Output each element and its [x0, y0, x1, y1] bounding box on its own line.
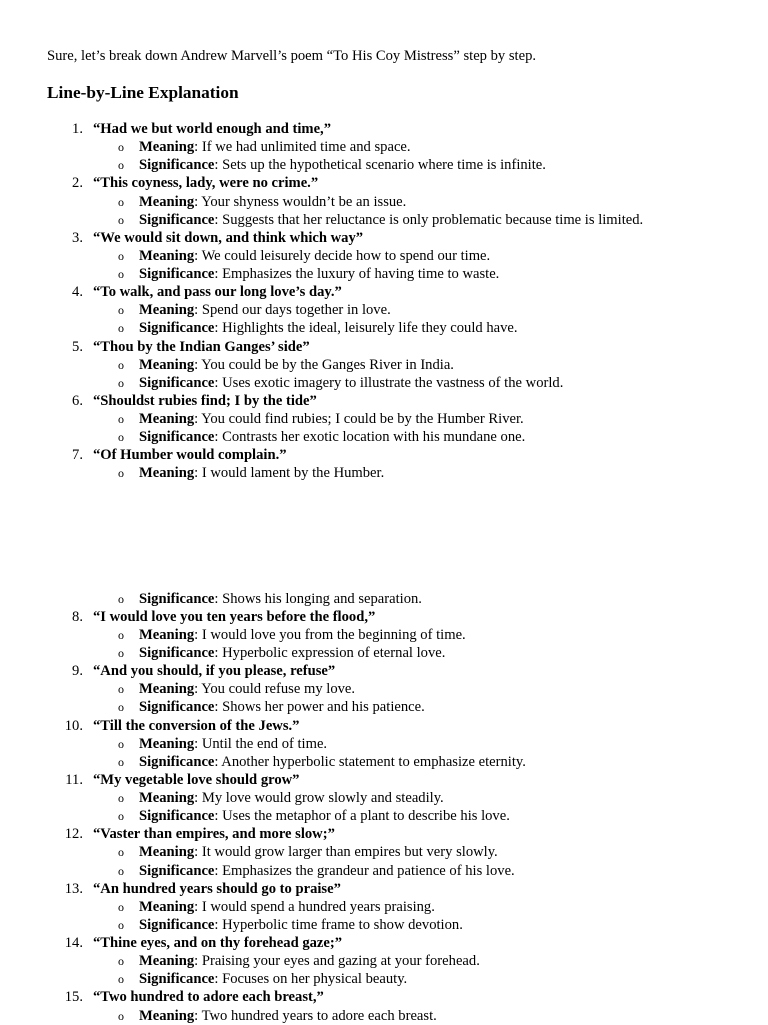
- poem-line-quote: “Had we but world enough and time,”: [93, 121, 331, 137]
- meaning-line: [139, 356, 454, 374]
- significance-label: Significance: [139, 320, 215, 336]
- significance-text: : Highlights the ideal, leisurely life they could have.: [214, 320, 518, 336]
- meaning-text: : Praising your eyes and gazing at your forehead.: [194, 953, 480, 969]
- meaning-label: Meaning: [139, 465, 195, 481]
- bullet-marker: o: [118, 140, 124, 154]
- list-item-number: 9.: [72, 663, 83, 679]
- significance-text: : Emphasizes the luxury of having time to waste.: [214, 266, 500, 282]
- bullet-marker: o: [118, 303, 124, 317]
- significance-label: Significance: [139, 863, 215, 879]
- list-item-number: 11.: [65, 772, 83, 788]
- bullet-marker: o: [118, 628, 124, 642]
- bullet-marker: o: [118, 918, 124, 932]
- significance-label: Significance: [139, 266, 215, 282]
- meaning-label: Meaning: [139, 790, 195, 806]
- meaning-line: [139, 410, 524, 428]
- significance-text: : Shows his longing and separation.: [214, 591, 422, 607]
- significance-text: : Hyperbolic expression of eternal love.: [214, 645, 446, 661]
- meaning-text: : I would lament by the Humber.: [194, 465, 385, 481]
- poem-line-quote: “Till the conversion of the Jews.”: [93, 718, 300, 734]
- significance-text: : Uses exotic imagery to illustrate the vastness of the world.: [214, 375, 564, 391]
- significance-label: Significance: [139, 971, 215, 987]
- significance-line: [139, 428, 525, 446]
- significance-label: Significance: [139, 591, 215, 607]
- significance-label: Significance: [139, 699, 215, 715]
- meaning-line: [139, 680, 355, 698]
- meaning-line: [139, 843, 498, 861]
- meaning-text: : If we had unlimited time and space.: [194, 139, 411, 155]
- meaning-label: Meaning: [139, 139, 195, 155]
- bullet-marker: o: [118, 412, 124, 426]
- significance-text: : Focuses on her physical beauty.: [214, 971, 408, 987]
- list-item-number: 7.: [72, 447, 83, 463]
- meaning-line: [139, 301, 391, 319]
- poem-line-quote: “Two hundred to adore each breast,”: [93, 989, 324, 1005]
- poem-line-quote: “This coyness, lady, were no crime.”: [93, 175, 319, 191]
- bullet-marker: o: [118, 682, 124, 696]
- meaning-text: : We could leisurely decide how to spend our time.: [194, 248, 491, 264]
- significance-text: : Sets up the hypothetical scenario where time is infinite.: [214, 157, 546, 173]
- significance-line: [139, 374, 563, 392]
- bullet-marker: o: [118, 646, 124, 660]
- significance-label: Significance: [139, 645, 215, 661]
- poem-line-quote: “I would love you ten years before the flood,”: [93, 609, 376, 625]
- bullet-marker: o: [118, 809, 124, 823]
- significance-text: : Emphasizes the grandeur and patience of his love.: [214, 863, 515, 879]
- significance-line: [139, 862, 515, 880]
- poem-line-quote: “Vaster than empires, and more slow;”: [93, 826, 335, 842]
- meaning-line: [139, 193, 406, 211]
- meaning-label: Meaning: [139, 302, 195, 318]
- significance-label: Significance: [139, 212, 215, 228]
- meaning-text: : You could be by the Ganges River in India.: [194, 357, 454, 373]
- meaning-line: [139, 464, 384, 482]
- meaning-text: : You could refuse my love.: [194, 681, 356, 697]
- significance-line: [139, 970, 407, 988]
- significance-line: [139, 753, 526, 771]
- significance-line: [139, 807, 510, 825]
- significance-text: : Suggests that her reluctance is only problematic because time is limited.: [214, 212, 644, 228]
- list-item-number: 6.: [72, 393, 83, 409]
- significance-label: Significance: [139, 157, 215, 173]
- meaning-line: [139, 247, 490, 265]
- significance-line: [139, 156, 546, 174]
- bullet-marker: o: [118, 1009, 124, 1023]
- meaning-line: [139, 789, 444, 807]
- list-item-number: 14.: [64, 935, 83, 951]
- significance-line: [139, 319, 518, 337]
- bullet-marker: o: [118, 321, 124, 335]
- intro-paragraph: Sure, let’s break down Andrew Marvell’s poem “To His Coy Mistress” step by step.: [47, 48, 537, 64]
- meaning-label: Meaning: [139, 357, 195, 373]
- significance-label: Significance: [139, 917, 215, 933]
- significance-text: : Hyperbolic time frame to show devotion.: [214, 917, 463, 933]
- meaning-line: [139, 735, 327, 753]
- meaning-text: : Spend our days together in love.: [194, 302, 391, 318]
- poem-line-quote: “And you should, if you please, refuse”: [93, 663, 336, 679]
- bullet-marker: o: [118, 358, 124, 372]
- bullet-marker: o: [118, 845, 124, 859]
- significance-label: Significance: [139, 429, 215, 445]
- meaning-text: : Your shyness wouldn’t be an issue.: [194, 194, 407, 210]
- significance-label: Significance: [139, 754, 215, 770]
- meaning-line: [139, 898, 435, 916]
- bullet-marker: o: [118, 466, 124, 480]
- meaning-text: : I would love you from the beginning of time.: [194, 627, 466, 643]
- significance-text: : Contrasts her exotic location with his mundane one.: [214, 429, 526, 445]
- bullet-marker: o: [118, 267, 124, 281]
- list-item-number: 15.: [64, 989, 83, 1005]
- bullet-marker: o: [118, 213, 124, 227]
- meaning-line: [139, 1007, 437, 1025]
- meaning-text: : Two hundred years to adore each breast.: [194, 1008, 437, 1024]
- bullet-marker: o: [118, 791, 124, 805]
- list-item-number: 4.: [72, 284, 83, 300]
- poem-line-quote: “To walk, and pass our long love’s day.”: [93, 284, 342, 300]
- bullet-marker: o: [118, 954, 124, 968]
- bullet-marker: o: [118, 158, 124, 172]
- bullet-marker: o: [118, 900, 124, 914]
- significance-line: [139, 265, 499, 283]
- meaning-line: [139, 138, 411, 156]
- list-item-number: 3.: [72, 230, 83, 246]
- significance-text: : Another hyperbolic statement to emphasize eternity.: [214, 754, 526, 770]
- meaning-label: Meaning: [139, 681, 195, 697]
- bullet-marker: o: [118, 430, 124, 444]
- list-item-number: 2.: [72, 175, 83, 191]
- list-item-number: 8.: [72, 609, 83, 625]
- poem-line-quote: “My vegetable love should grow”: [93, 772, 300, 788]
- poem-line-quote: “We would sit down, and think which way”: [93, 230, 364, 246]
- bullet-marker: o: [118, 737, 124, 751]
- list-item-number: 12.: [64, 826, 83, 842]
- significance-label: Significance: [139, 375, 215, 391]
- meaning-text: : You could find rubies; I could be by the Humber River.: [194, 411, 524, 427]
- bullet-marker: o: [118, 376, 124, 390]
- meaning-label: Meaning: [139, 627, 195, 643]
- meaning-label: Meaning: [139, 736, 195, 752]
- meaning-label: Meaning: [139, 248, 195, 264]
- meaning-label: Meaning: [139, 953, 195, 969]
- bullet-marker: o: [118, 700, 124, 714]
- significance-line: [139, 916, 463, 934]
- bullet-marker: o: [118, 864, 124, 878]
- bullet-marker: o: [118, 972, 124, 986]
- list-item-number: 1.: [72, 121, 83, 137]
- meaning-text: : My love would grow slowly and steadily.: [194, 790, 444, 806]
- bullet-marker: o: [118, 249, 124, 263]
- meaning-label: Meaning: [139, 1008, 195, 1024]
- meaning-text: : It would grow larger than empires but very slowly.: [194, 844, 498, 860]
- list-item-number: 5.: [72, 339, 83, 355]
- meaning-line: [139, 952, 480, 970]
- section-heading: Line-by-Line Explanation: [47, 83, 239, 102]
- significance-label: Significance: [139, 808, 215, 824]
- meaning-label: Meaning: [139, 899, 195, 915]
- poem-line-quote: “An hundred years should go to praise”: [93, 881, 341, 897]
- bullet-marker: o: [118, 592, 124, 606]
- list-item-number: 10.: [64, 718, 83, 734]
- meaning-label: Meaning: [139, 844, 195, 860]
- bullet-marker: o: [118, 755, 124, 769]
- poem-line-quote: “Thine eyes, and on thy forehead gaze;”: [93, 935, 343, 951]
- meaning-text: : I would spend a hundred years praising.: [194, 899, 435, 915]
- significance-line: [139, 644, 445, 662]
- list-item-number: 13.: [64, 881, 83, 897]
- significance-line: [139, 590, 422, 608]
- meaning-label: Meaning: [139, 411, 195, 427]
- poem-line-quote: “Thou by the Indian Ganges’ side”: [93, 339, 310, 355]
- significance-text: : Uses the metaphor of a plant to describe his love.: [214, 808, 510, 824]
- meaning-label: Meaning: [139, 194, 195, 210]
- significance-line: [139, 211, 643, 229]
- significance-line: [139, 698, 425, 716]
- poem-line-quote: “Shouldst rubies find; I by the tide”: [93, 393, 317, 409]
- significance-text: : Shows her power and his patience.: [214, 699, 425, 715]
- poem-line-quote: “Of Humber would complain.”: [93, 447, 287, 463]
- meaning-text: : Until the end of time.: [194, 736, 328, 752]
- meaning-line: [139, 626, 466, 644]
- bullet-marker: o: [118, 195, 124, 209]
